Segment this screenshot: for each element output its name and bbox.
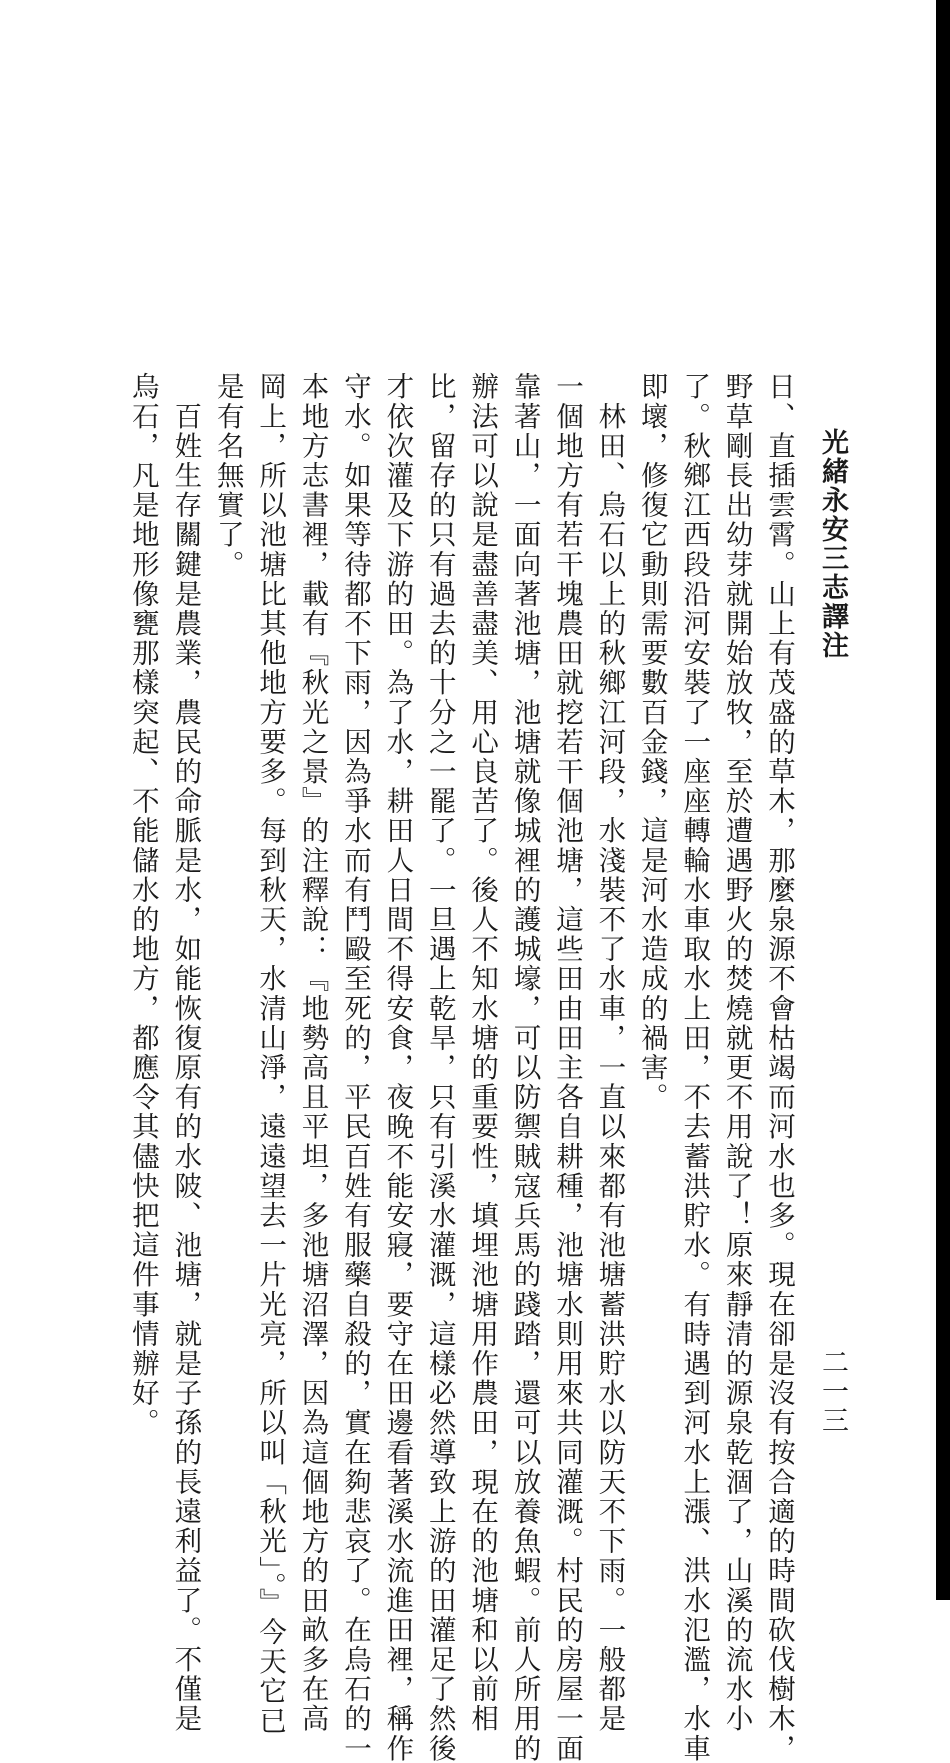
text-column: 即壞，修復它動則需要數百金錢，這是河水造成的禍害。 (635, 372, 668, 1112)
text-column: 日、直插雲霄。山上有茂盛的草木，那麼泉源不會枯竭而河水也多。現在卻是沒有按合適的時間砍伐樹木， (763, 372, 795, 1763)
text-column: 比，留存的只有過去的十分之一罷了。一旦遇上乾旱，只有引溪水灌溉，這樣必然導致上游的田灌足了然後 (423, 372, 456, 1763)
text-column: 一個地方有若干塊農田就挖若干個池塘，這些田由田主各自耕種，池塘水則用來共同灌溉。村民的房屋一面 (550, 372, 583, 1763)
text-column: 林田、烏石以上的秋鄉江河段，水淺裝不了水車，一直以來都有池塘蓄洪貯水以防天不下雨。一般都是 (593, 372, 626, 1734)
running-title: 光緒永安三志譯注 (817, 428, 848, 660)
text-column: 是有名無實了。 (211, 372, 244, 580)
text-column: 野草剛長出幼芽就開始放牧，至於遭遇野火的焚燒就更不用說了！原來靜清的源泉乾涸了，山溪的流水小 (720, 372, 753, 1734)
text-column: 辦法可以說是盡善盡美、用心良苦了。後人不知水塘的重要性，填埋池塘用作農田，現在的池塘和以前相 (466, 372, 499, 1734)
text-column: 岡上，所以池塘比其他地方要多。每到秋天，水清山淨，遠遠望去一片光亮，所以叫「秋光」。』今天它已 (254, 372, 287, 1736)
text-column: 百姓生存關鍵是農業，農民的命脈是水，如能恢復原有的水陂、池塘，就是子孫的長遠利益了。不僅是 (169, 372, 202, 1734)
text-column: 才依次灌及下游的田。為了水，耕田人日間不得安食，夜晚不能安寢，要守在田邊看著溪水流進田裡，稱作 (381, 372, 414, 1763)
scan-edge (936, 0, 950, 1600)
text-column: 靠著山，一面向著池塘，池塘就像城裡的護城壕，可以防禦賊寇兵馬的踐踏，還可以放養魚蝦。前人所用的 (508, 372, 541, 1763)
body-text (122, 372, 800, 1763)
text-column: 烏石，凡是地形像甕那樣突起、不能儲水的地方，都應令其儘快把這件事情辦好。 (126, 372, 159, 1438)
text-column: 守水。如果等待都不下雨，因為爭水而有鬥毆至死的，平民百姓有服藥自殺的，實在夠悲哀了。在烏石的一 (338, 372, 371, 1763)
text-column: 了。秋鄉江西段沿河安裝了一座座轉輪水車取水上田，不去蓄洪貯水。有時遇到河水上漲、洪水氾濫，水車 (678, 372, 711, 1763)
text-column: 本地方志書裡，載有『秋光之景』的注釋說：『地勢高且平坦，多池塘沼澤，因為這個地方的田畝多在高 (296, 372, 329, 1734)
page-number: 二一三 (817, 1348, 848, 1435)
